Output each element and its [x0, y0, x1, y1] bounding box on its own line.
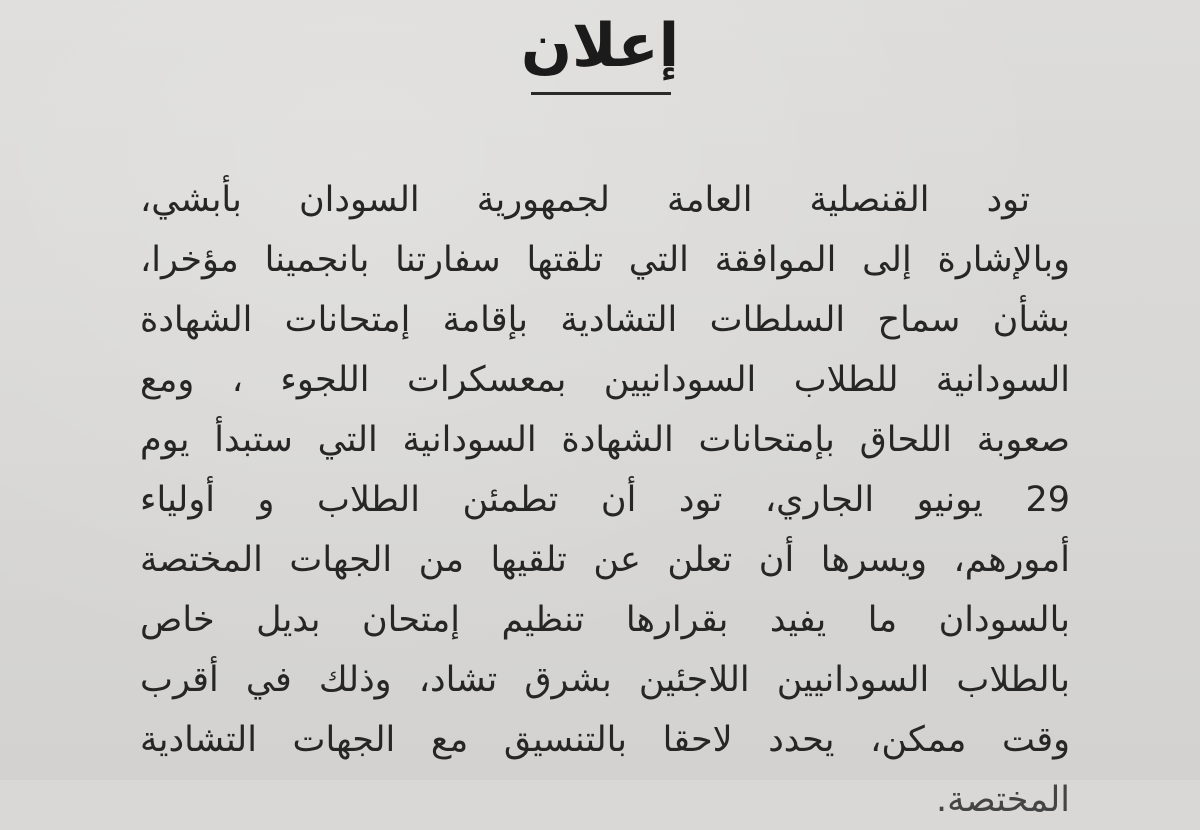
body-line-5: صعوبة اللحاق بإمتحانات الشهادة السودانية التي ستبدأ يوم — [140, 420, 1070, 460]
body-line-2: وبالإشارة إلى الموافقة التي تلقتها سفارتنا بانجمينا مؤخرا، — [140, 240, 1070, 280]
announcement-title: إعلان — [520, 11, 680, 81]
body-line-6: 29 يونيو الجاري، تود أن تطمئن الطلاب و أولياء — [140, 480, 1070, 520]
title-underline — [531, 92, 671, 95]
body-line-4: السودانية للطلاب السودانيين بمعسكرات اللجوء ، ومع — [140, 360, 1070, 400]
body-line-9: بالطلاب السودانيين اللاجئين بشرق تشاد، وذلك في أقرب — [140, 660, 1070, 700]
body-line-8: بالسودان ما يفيد بقرارها تنظيم إمتحان بديل خاص — [140, 600, 1070, 640]
body-line-7: أمورهم، ويسرها أن تعلن عن تلقيها من الجهات المختصة — [140, 540, 1070, 580]
body-line-10: وقت ممكن، يحدد لاحقا بالتنسيق مع الجهات التشادية — [140, 720, 1070, 760]
announcement-body — [140, 170, 1070, 820]
body-line-3: بشأن سماح السلطات التشادية بإقامة إمتحانات الشهادة — [140, 300, 1070, 340]
body-line-1: تود القنصلية العامة لجمهورية السودان بأبشي، — [140, 180, 1030, 220]
body-line-11: المختصة. — [935, 780, 1070, 820]
